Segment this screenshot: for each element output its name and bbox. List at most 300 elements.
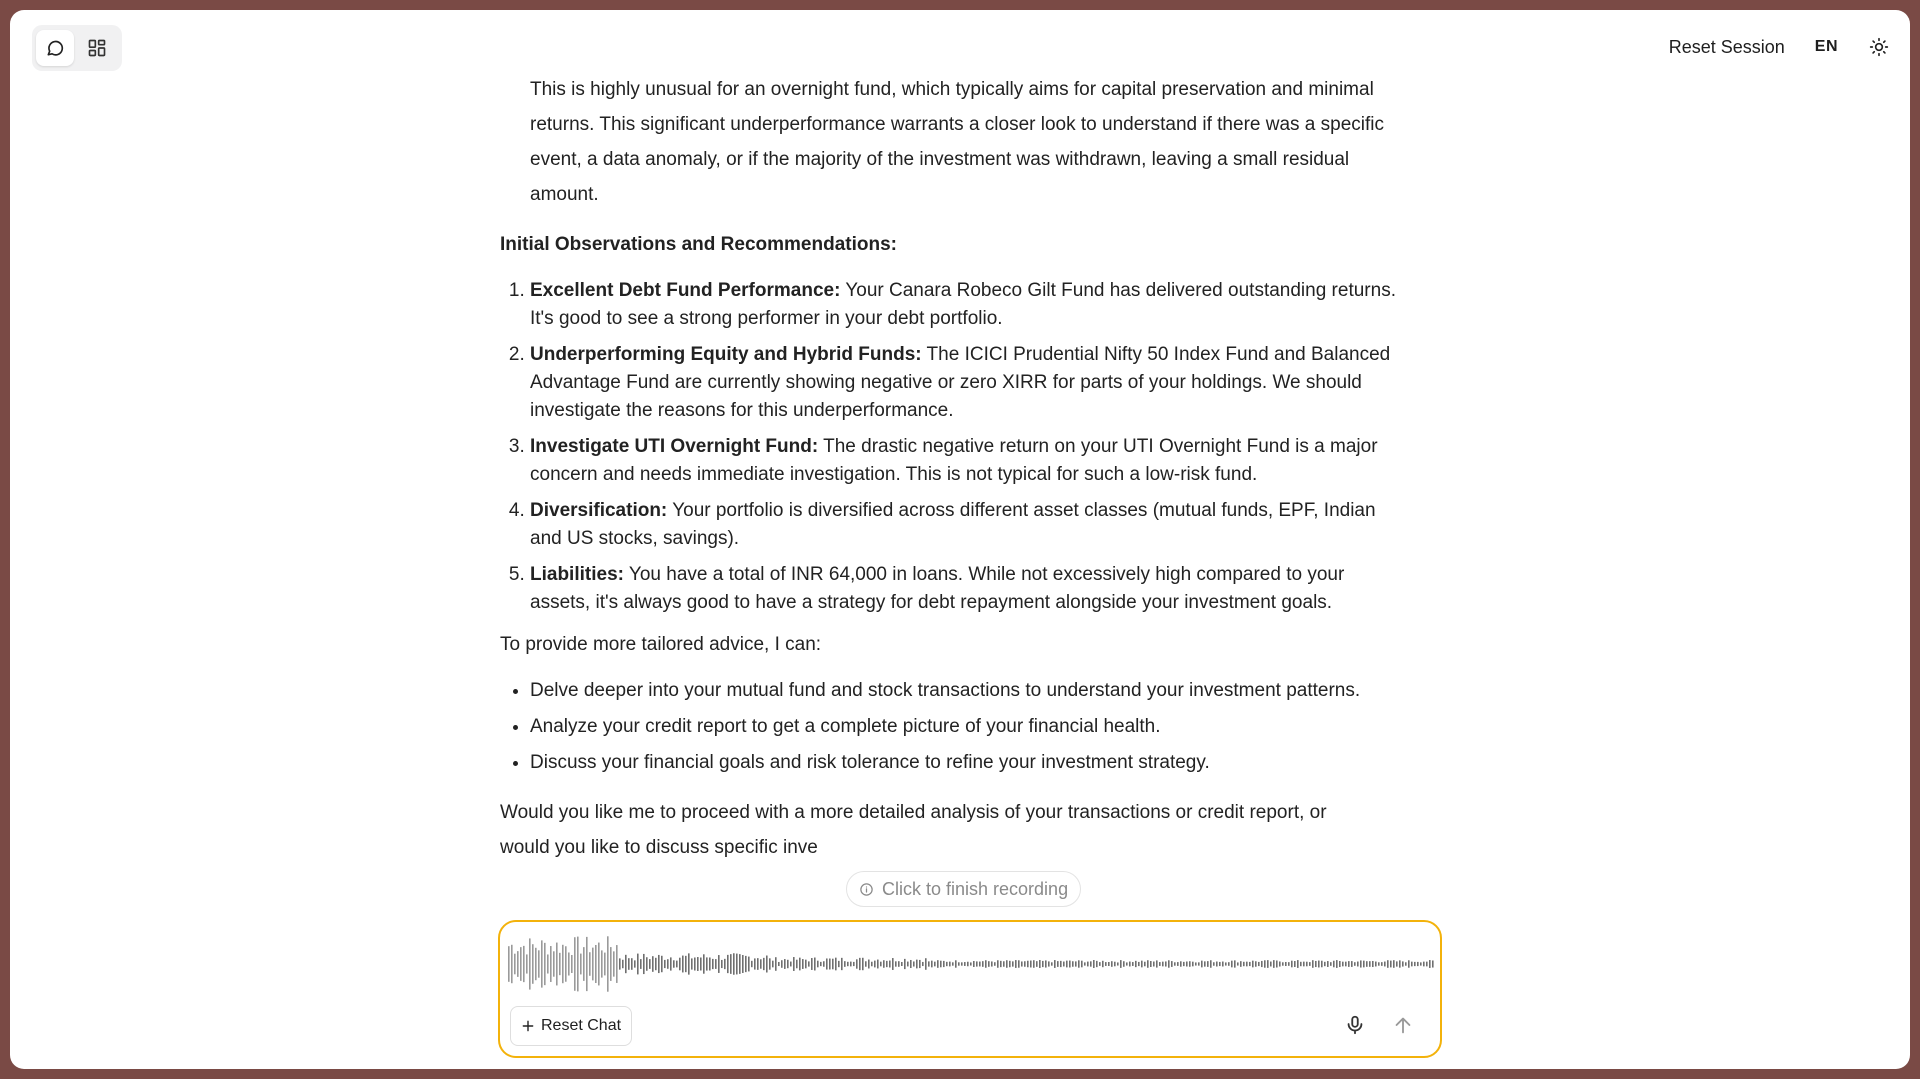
waveform-bar <box>817 961 819 968</box>
arrow-up-icon <box>1392 1014 1414 1036</box>
closing-paragraph: Would you like me to proceed with a more detailed analysis of your transactions or credit report, or would you like to discuss specific inve <box>500 802 1327 858</box>
waveform-bar <box>1429 960 1431 968</box>
waveform-bar <box>1096 961 1098 967</box>
waveform-bar <box>916 960 918 969</box>
waveform-bar <box>1372 961 1374 967</box>
waveform-bar <box>706 957 708 970</box>
waveform-bar <box>1036 961 1038 967</box>
waveform-bar <box>1261 961 1263 967</box>
waveform-bar <box>1357 962 1359 967</box>
waveform-bar <box>589 952 591 976</box>
waveform-bar <box>775 957 777 971</box>
waveform-bar <box>682 956 684 973</box>
dashboard-icon <box>87 38 107 58</box>
waveform-bar <box>1285 962 1287 966</box>
waveform-bar <box>583 947 585 981</box>
waveform-bar <box>541 940 543 987</box>
waveform-bar <box>1030 961 1032 968</box>
waveform-bar <box>1210 960 1212 968</box>
waveform-bar <box>1093 960 1095 968</box>
waveform-bar <box>1378 962 1380 965</box>
waveform-bar <box>586 937 588 991</box>
composer <box>498 920 1442 1058</box>
waveform-bar <box>553 951 555 976</box>
waveform-bar <box>1408 960 1410 967</box>
waveform-bar <box>1117 962 1119 965</box>
waveform-bar <box>802 959 804 969</box>
waveform-bar <box>1291 961 1293 968</box>
waveform-bar <box>544 943 546 985</box>
waveform-bar <box>1270 962 1272 967</box>
waveform-bar <box>997 960 999 967</box>
waveform-bar <box>715 959 717 969</box>
waveform-bar <box>871 962 873 967</box>
waveform-bar <box>1414 962 1416 966</box>
waveform-bar <box>955 960 957 967</box>
waveform-bar <box>565 946 567 981</box>
waveform-bar <box>919 960 921 968</box>
waveform-bar <box>976 961 978 966</box>
waveform-bar <box>847 962 849 966</box>
recording-hint: Click to finish recording <box>882 878 1069 899</box>
list-item: • Delve deeper into your mutual fund and stock transactions to understand your investment patterns. <box>530 677 1400 705</box>
waveform-bar <box>1087 962 1089 967</box>
waveform-bar <box>778 962 780 966</box>
waveform-bar <box>808 961 810 966</box>
waveform-bar <box>1384 962 1386 967</box>
waveform-bar <box>1264 960 1266 967</box>
reset-chat-button[interactable] <box>510 1006 632 1046</box>
waveform-bar <box>1375 962 1377 967</box>
waveform-bar <box>1063 962 1065 967</box>
waveform-bar <box>523 946 525 982</box>
waveform-bar <box>823 961 825 967</box>
list-item: • Discuss your financial goals and risk tolerance to refine your investment strategy. <box>530 749 1400 777</box>
waveform-bar <box>1027 961 1029 968</box>
waveform-bar <box>1153 962 1155 967</box>
waveform-bar <box>1369 961 1371 967</box>
waveform-bar <box>604 953 606 976</box>
waveform-bar <box>889 961 891 968</box>
waveform-bar <box>670 957 672 970</box>
header-actions <box>1669 36 1890 58</box>
waveform-bar <box>601 950 603 977</box>
waveform-bar <box>805 960 807 969</box>
waveform-bar <box>658 955 660 973</box>
waveform-bar <box>1240 961 1242 967</box>
waveform-bar <box>1045 960 1047 967</box>
waveform-bar <box>1399 960 1401 967</box>
waveform-bar <box>856 959 858 968</box>
waveform-bar <box>1354 962 1356 966</box>
waveform-bar <box>1048 961 1050 966</box>
waveform-bar <box>1282 962 1284 965</box>
sun-icon <box>1869 37 1889 57</box>
reset-chat-label: Reset Chat <box>541 1017 622 1034</box>
waveform-bar <box>1417 962 1419 966</box>
waveform-bar <box>934 962 936 967</box>
waveform-bar <box>784 959 786 969</box>
waveform-bar <box>1102 961 1104 967</box>
waveform-bar <box>1159 962 1161 966</box>
waveform-bar <box>841 958 843 970</box>
waveform-bar <box>685 956 687 972</box>
waveform-bar <box>1222 962 1224 967</box>
waveform-bar <box>514 954 516 975</box>
offers-list <box>500 677 1400 777</box>
observations-list <box>500 277 1400 617</box>
waveform-bar <box>1099 962 1101 966</box>
waveform-bar <box>1336 960 1338 968</box>
waveform-bar <box>673 960 675 967</box>
waveform-bar <box>1390 961 1392 968</box>
waveform-bar <box>937 960 939 968</box>
waveform-bar <box>850 962 852 967</box>
waveform-bar <box>520 947 522 981</box>
waveform-bar <box>991 961 993 966</box>
waveform-bar <box>943 961 945 967</box>
chat-icon <box>45 38 65 58</box>
waveform-bar <box>1069 961 1071 968</box>
waveform-bar <box>973 961 975 967</box>
waveform-bar <box>1078 960 1080 967</box>
waveform-bar <box>1219 962 1221 966</box>
waveform-bar <box>550 946 552 982</box>
waveform-bar <box>1294 961 1296 967</box>
waveform-bar <box>994 962 996 966</box>
waveform-bar <box>1402 961 1404 966</box>
waveform-bar <box>1420 962 1422 965</box>
view-switcher <box>32 25 122 71</box>
waveform-bar <box>610 947 612 981</box>
waveform-bar <box>898 961 900 967</box>
waveform-bar <box>529 938 531 989</box>
waveform-bar <box>1162 962 1164 967</box>
waveform-bar <box>1246 962 1248 967</box>
waveform-bar <box>556 943 558 986</box>
waveform-bar <box>949 962 951 967</box>
observations-heading: Initial Observations and Recommendations: <box>500 234 897 255</box>
waveform-bar <box>1009 961 1011 967</box>
waveform-bar <box>1183 962 1185 966</box>
waveform-bar <box>769 958 771 969</box>
waveform-bar <box>829 959 831 970</box>
waveform-bar <box>1174 962 1176 965</box>
waveform-bar <box>616 945 618 983</box>
waveform-bar <box>1393 960 1395 968</box>
waveform-bar <box>1042 961 1044 967</box>
waveform-bar <box>712 959 714 969</box>
waveform-bar <box>961 962 963 965</box>
waveform-bar <box>1165 961 1167 966</box>
waveform-bar <box>646 957 648 971</box>
waveform-bar <box>1255 961 1257 966</box>
waveform-bar <box>664 960 666 968</box>
waveform-bar <box>781 960 783 968</box>
waveform-bar <box>679 958 681 971</box>
app-window <box>10 10 1910 1069</box>
waveform-bar <box>703 954 705 973</box>
waveform-bar <box>1120 960 1122 968</box>
waveform-bar <box>607 936 609 991</box>
waveform-bar <box>907 962 909 967</box>
waveform-bar <box>535 948 537 980</box>
waveform-bar <box>979 962 981 967</box>
waveform-bar <box>985 960 987 968</box>
waveform-bar <box>643 954 645 974</box>
waveform-bar <box>574 937 576 991</box>
waveform-bar <box>1147 960 1149 968</box>
waveform-bar <box>538 950 540 977</box>
waveform-bar <box>694 957 696 970</box>
waveform-bar <box>1012 961 1014 966</box>
waveform-bar <box>745 956 747 972</box>
offer-intro: To provide more tailored advice, I can: <box>500 634 822 655</box>
waveform-bar <box>811 958 813 970</box>
send-button[interactable] <box>1392 1014 1416 1038</box>
waveform-bar <box>1312 960 1314 968</box>
waveform-bar <box>883 960 885 968</box>
waveform-bar <box>559 953 561 975</box>
waveform-bar <box>1204 961 1206 966</box>
waveform-bar <box>796 960 798 969</box>
plus-icon <box>521 1019 535 1033</box>
waveform-bar <box>832 959 834 970</box>
waveform-bar <box>1303 962 1305 967</box>
theme-toggle-button[interactable] <box>1868 36 1890 58</box>
waveform-bar <box>835 958 837 971</box>
waveform-bar <box>1003 961 1005 966</box>
waveform-bar <box>1276 960 1278 967</box>
intro-paragraph: This is highly unusual for an overnight fund, which typically aims for capital preservation and minimal returns. This significant underperformance warrants a closer look to understand if there was a specific event, a data anomaly, or if the majority of the investment was withdrawn, leaving a small residual amount. <box>530 79 1385 205</box>
waveform-bar <box>1051 962 1053 965</box>
waveform-bar <box>853 962 855 966</box>
waveform-bar <box>1180 961 1182 966</box>
waveform-bar <box>1021 961 1023 966</box>
waveform-bar <box>1018 960 1020 967</box>
chat-view-button[interactable] <box>36 30 74 66</box>
waveform-bar <box>1327 961 1329 967</box>
waveform-bar <box>526 954 528 973</box>
waveform-bar <box>970 962 972 965</box>
waveform-bar <box>958 962 960 965</box>
waveform-bar <box>886 961 888 967</box>
waveform-bar <box>1297 960 1299 968</box>
waveform-bar <box>1135 961 1137 967</box>
waveform-bar <box>892 958 894 970</box>
waveform-bar <box>925 958 927 970</box>
waveform-bar <box>691 958 693 969</box>
waveform-bar <box>1189 961 1191 967</box>
waveform-bar <box>772 961 774 968</box>
waveform-bar <box>1348 961 1350 967</box>
waveform-bar <box>868 960 870 969</box>
waveform-bar <box>625 955 627 973</box>
waveform-bar <box>895 961 897 966</box>
waveform-bar <box>952 962 954 965</box>
waveform-bar <box>1315 961 1317 967</box>
waveform-bar <box>1132 962 1134 966</box>
waveform-bar <box>1324 962 1326 966</box>
waveform-bar <box>838 961 840 967</box>
waveform-bar <box>763 958 765 970</box>
assistant-message <box>500 72 1400 865</box>
waveform-bar <box>1363 961 1365 968</box>
waveform-bar <box>718 955 720 973</box>
waveform-bar <box>1288 962 1290 966</box>
waveform-bar <box>1138 962 1140 966</box>
waveform-bar <box>709 957 711 970</box>
waveform-bar <box>1342 962 1344 967</box>
waveform-bar <box>1198 962 1200 965</box>
dashboard-view-button[interactable] <box>78 30 116 66</box>
waveform-bar <box>1396 961 1398 966</box>
waveform-bar <box>577 937 579 992</box>
list-item: • Analyze your credit report to get a complete picture of your financial health. <box>530 713 1400 741</box>
list-item: 4. Diversification: Your portfolio is diversified across different asset classes (mutual funds, EPF, Indian and US stocks, savings). <box>530 497 1400 553</box>
waveform-bar <box>1111 961 1113 967</box>
waveform-bar <box>1141 961 1143 968</box>
waveform-bar <box>631 958 633 970</box>
waveform-bar <box>571 955 573 973</box>
waveform-bar <box>730 954 732 974</box>
language-selector[interactable]: EN <box>1814 38 1838 55</box>
waveform-bar <box>910 960 912 968</box>
waveform-bar <box>1006 960 1008 968</box>
waveform-bar <box>508 946 510 982</box>
waveform-bar <box>1306 962 1308 967</box>
waveform-bar <box>862 958 864 970</box>
waveform-bar <box>649 959 651 969</box>
waveform-bar <box>1075 961 1077 966</box>
waveform-bar <box>1213 962 1215 966</box>
waveform-bar <box>982 961 984 967</box>
waveform-bar <box>592 948 594 981</box>
list-item: 5. Liabilities: You have a total of INR 64,000 in loans. While not excessively high compared to your assets, it's always good to have a strategy for debt repayment alongside your investment goals. <box>530 561 1400 617</box>
waveform-bar <box>655 958 657 970</box>
waveform-bar <box>1072 961 1074 967</box>
waveform-bar <box>1231 961 1233 968</box>
waveform-bar <box>946 962 948 966</box>
waveform-bar <box>1090 961 1092 966</box>
waveform-bar <box>742 955 744 973</box>
waveform-bar <box>814 958 816 971</box>
waveform-bar <box>661 956 663 972</box>
waveform-bar <box>844 961 846 967</box>
waveform-bar <box>1411 962 1413 967</box>
waveform-bar <box>1156 960 1158 967</box>
waveform-bar <box>1318 961 1320 968</box>
waveform-bar <box>904 959 906 969</box>
waveform-bar <box>613 951 615 976</box>
waveform-bar <box>1321 961 1323 968</box>
waveform-bar <box>1150 961 1152 967</box>
waveform-bar <box>1060 961 1062 967</box>
waveform-bar <box>1195 962 1197 965</box>
waveform-bar <box>1084 962 1086 965</box>
list-item: 3. Investigate UTI Overnight Fund: The drastic negative return on your UTI Overnight Fund is a major concern and needs immediate investigation. This is not typical for such a low-risk fund. <box>530 433 1400 489</box>
waveform-bar <box>1258 962 1260 966</box>
waveform-bar <box>1015 960 1017 968</box>
waveform-bar <box>1345 962 1347 967</box>
waveform-bar <box>598 943 600 986</box>
waveform-bar <box>754 958 756 969</box>
waveform-bar <box>964 962 966 966</box>
waveform-bar <box>652 956 654 972</box>
waveform-bar <box>1426 962 1428 967</box>
waveform-bar <box>793 957 795 971</box>
waveform-bar <box>1300 962 1302 966</box>
waveform-bar <box>1186 961 1188 966</box>
waveform-bar <box>1381 962 1383 966</box>
waveform-bar <box>1066 961 1068 968</box>
waveform-bar <box>1234 960 1236 967</box>
waveform-bar <box>1171 961 1173 967</box>
waveform-bar <box>940 961 942 968</box>
waveform-bar <box>1207 961 1209 967</box>
waveform-bar <box>1114 962 1116 967</box>
waveform-bar <box>760 959 762 968</box>
waveform-bar <box>1144 962 1146 967</box>
waveform-bar <box>931 961 933 968</box>
waveform-bar <box>1126 962 1128 965</box>
waveform-bar <box>1405 962 1407 965</box>
waveform-bar <box>1330 962 1332 966</box>
waveform-bar <box>988 961 990 967</box>
waveform-bar <box>1000 961 1002 967</box>
waveform-bar <box>799 958 801 971</box>
waveform-bar <box>1225 962 1227 965</box>
waveform-bar <box>1309 962 1311 966</box>
waveform-bar <box>1033 960 1035 968</box>
waveform-bar <box>724 959 726 969</box>
waveform-bar <box>1039 960 1041 968</box>
waveform-bar <box>820 962 822 966</box>
waveform-bar <box>688 953 690 974</box>
waveform-bar <box>1423 962 1425 967</box>
waveform-bar <box>1216 961 1218 966</box>
waveform-bar <box>874 961 876 968</box>
waveform-bar <box>1339 961 1341 967</box>
waveform-bar <box>1192 962 1194 967</box>
reset-session-button[interactable]: Reset Session <box>1668 36 1785 57</box>
waveform-bar <box>880 962 882 967</box>
waveform-bar <box>547 954 549 973</box>
list-item: 1. Excellent Debt Fund Performance: Your Canara Robeco Gilt Fund has delivered outstanding returns. It's good to see a strong performer in your debt portfolio. <box>530 277 1400 333</box>
waveform-bar <box>1432 960 1434 967</box>
waveform-bar <box>928 961 930 966</box>
waveform-bar <box>568 952 570 975</box>
waveform-bar <box>676 961 678 968</box>
waveform-bar <box>733 953 735 974</box>
waveform-bar <box>1168 960 1170 967</box>
waveform-bar <box>826 958 828 969</box>
waveform-bar <box>967 962 969 967</box>
audio-waveform <box>508 936 1434 992</box>
microphone-button[interactable] <box>1344 1014 1368 1038</box>
waveform-bar <box>1387 960 1389 968</box>
waveform-bar <box>1054 960 1056 968</box>
waveform-bar <box>757 958 759 970</box>
waveform-bar <box>1243 962 1245 966</box>
waveform-bar <box>511 945 513 983</box>
finish-recording-button[interactable] <box>846 871 1081 907</box>
waveform-bar <box>628 958 630 970</box>
waveform-bar <box>1228 962 1230 966</box>
waveform-bar <box>1123 961 1125 967</box>
waveform-bar <box>1024 961 1026 966</box>
waveform-bar <box>1057 961 1059 967</box>
